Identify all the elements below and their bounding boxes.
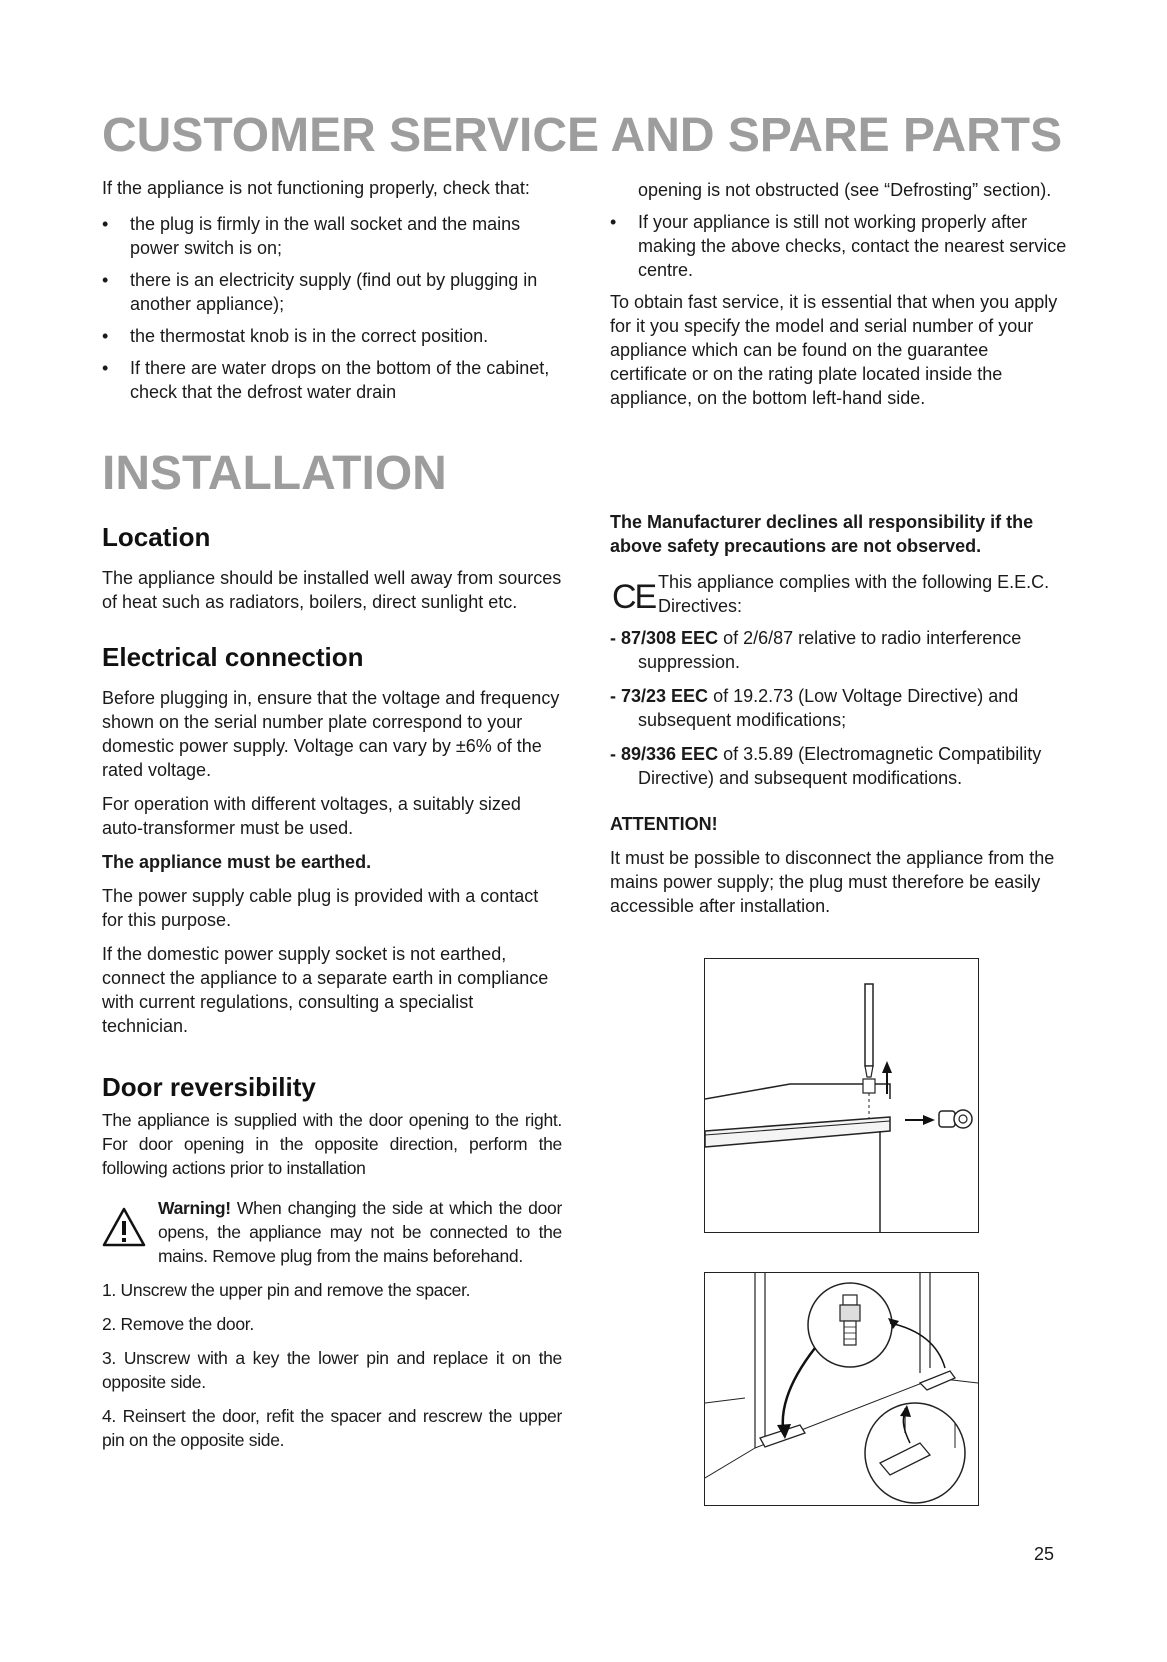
list-item: • If there are water drops on the bottom of the cabinet, check that the defrost water drain <box>102 358 550 402</box>
page-number: 25 <box>1034 1544 1055 1564</box>
customer-service-checklist <box>102 212 562 404</box>
list-item: • there is an electricity supply (find out by plugging in another appliance); <box>102 270 538 314</box>
electrical-p3: The power supply cable plug is provided with a contact for this purpose. <box>102 886 539 930</box>
installation-title: INSTALLATION <box>102 447 447 500</box>
door-heading: Door reversibility <box>102 1072 316 1102</box>
warning-text: Warning! When changing the side at which the door opens, the appliance may not be connected to the mains. Remove plug from the mains beforehand. <box>158 1198 562 1266</box>
directive-item: - 89/336 EEC of 3.5.89 (Electromagnetic Compatibility Directive) and subsequent modifications. <box>610 744 1042 788</box>
attention-text: It must be possible to disconnect the appliance from the mains power supply; the plug must therefore be easily accessible after installation. <box>610 848 1055 916</box>
bullet: • <box>102 326 109 346</box>
door-step-4: 4. Reinsert the door, refit the spacer and rescrew the upper pin on the opposite side. <box>102 1406 562 1450</box>
bullet: • <box>102 214 109 234</box>
directive-item: - 87/308 EEC of 2/6/87 relative to radio interference suppression. <box>610 628 1022 672</box>
installation-right-column <box>610 510 1070 928</box>
customer-service-title: CUSTOMER SERVICE AND SPARE PARTS <box>102 109 1063 162</box>
list-item: • the thermostat knob is in the correct position. <box>102 326 489 346</box>
location-text: The appliance should be installed well away from sources of heat such as radiators, boilers, direct sunlight etc. <box>102 568 562 612</box>
customer-service-right-column <box>610 178 1070 420</box>
warning-label: Warning! <box>158 1198 231 1218</box>
electrical-heading: Electrical connection <box>102 642 364 672</box>
manufacturer-disclaimer: The Manufacturer declines all responsibility if the above safety precautions are not observed. <box>610 512 1034 556</box>
ce-mark-icon: CE <box>612 578 656 616</box>
warning-block <box>102 1196 562 1268</box>
electrical-p2: For operation with different voltages, a suitably sized auto-transformer must be used. <box>102 794 521 838</box>
warning-triangle-icon <box>102 1206 146 1248</box>
list-item: • the plug is firmly in the wall socket and the mains power switch is on; <box>102 214 521 258</box>
lower-pin-drawing <box>705 1273 978 1505</box>
door-step-1: 1. Unscrew the upper pin and remove the spacer. <box>102 1280 471 1300</box>
bullet: • <box>102 270 109 290</box>
earthed-note: The appliance must be earthed. <box>102 852 372 872</box>
bullet: • <box>610 212 617 232</box>
electrical-p4: If the domestic power supply socket is not earthed, connect the appliance to a separate earth in compliance with current regulations, consulting a specialist technician. <box>102 944 549 1036</box>
electrical-p1: Before plugging in, ensure that the voltage and frequency shown on the serial number plate correspond to your domestic power supply. Voltage can vary by ±6% of the rated voltage. <box>102 688 560 780</box>
upper-pin-illustration <box>704 958 979 1233</box>
upper-pin-drawing <box>705 959 978 1232</box>
installation-left-column <box>102 522 562 1462</box>
checklist-continuation: opening is not obstructed (see “Defrosting” section). <box>638 180 1052 200</box>
customer-service-left-column <box>102 176 562 412</box>
lower-pin-illustration <box>704 1272 979 1506</box>
door-step-3: 3. Unscrew with a key the lower pin and replace it on the opposite side. <box>102 1348 562 1392</box>
service-note: To obtain fast service, it is essential that when you apply for it you specify the model and serial number of your appliance which can be found on the guarantee certificate or on the rating plate located inside the appliance, on the bottom left-hand side. <box>610 292 1058 408</box>
attention-heading: ATTENTION! <box>610 814 718 834</box>
bullet: • <box>102 358 109 378</box>
door-step-2: 2. Remove the door. <box>102 1314 254 1334</box>
ce-text: This appliance complies with the following E.E.C. Directives: <box>658 572 1050 616</box>
directive-item: - 73/23 EEC of 19.2.73 (Low Voltage Directive) and subsequent modifications; <box>610 686 1019 730</box>
customer-service-intro: If the appliance is not functioning properly, check that: <box>102 178 530 198</box>
customer-service-checklist-cont <box>610 210 1070 282</box>
list-item: • If your appliance is still not working properly after making the above checks, contact the nearest service centre. <box>610 212 1067 280</box>
ce-compliance <box>610 570 1070 618</box>
door-intro: The appliance is supplied with the door opening to the right. For door opening in the opposite direction, perform the following actions prior to installation <box>102 1110 562 1178</box>
location-heading: Location <box>102 522 211 552</box>
